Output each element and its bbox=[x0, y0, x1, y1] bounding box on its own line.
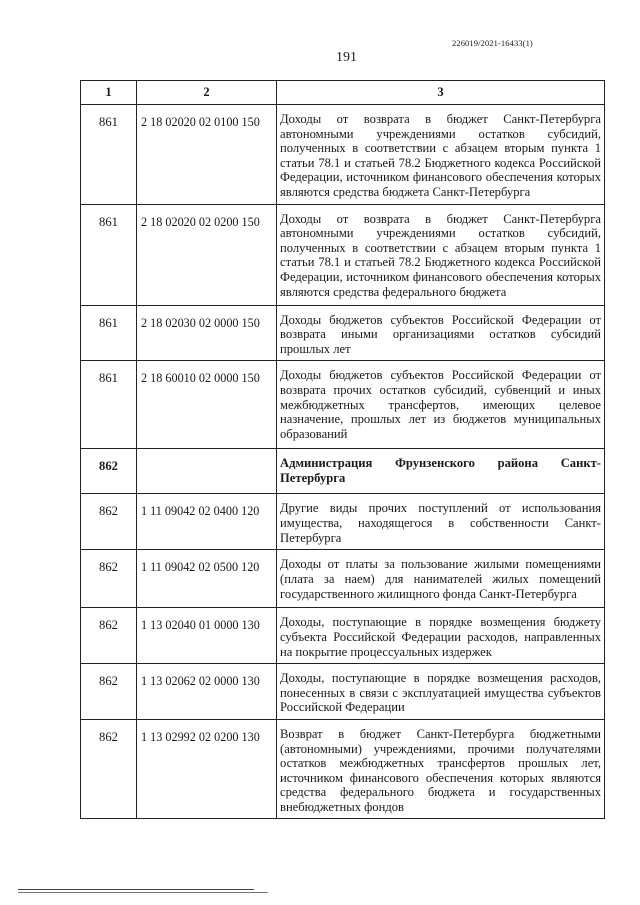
budget-code-cell: 2 18 02030 02 0000 150 bbox=[137, 305, 277, 361]
table-row bbox=[81, 105, 605, 205]
budget-code-cell: 1 13 02992 02 0200 130 bbox=[137, 719, 277, 819]
budget-code-cell: 1 13 02062 02 0000 130 bbox=[137, 664, 277, 720]
income-description-cell: Возврат в бюджет Санкт-Петербурга бюджетными (автономными) учреждениями, прочими получателями остатков межбюджетных трансфертов прошлых лет, источником финансового обеспечения которых являются средства федерального бюджета и государственных внебюджетных фондов bbox=[277, 719, 605, 819]
income-description-cell: Доходы, поступающие в порядке возмещения бюджету субъекта Российской Федерации расходов, направленных на покрытие процессуальных издержек bbox=[277, 608, 605, 664]
column-header-3: 3 bbox=[277, 81, 605, 105]
admin-code-cell: 861 bbox=[81, 305, 137, 361]
admin-code-cell: 861 bbox=[81, 105, 137, 205]
admin-code-cell: 862 bbox=[81, 449, 137, 494]
table-row bbox=[81, 494, 605, 550]
income-description-cell: Другие виды прочих поступлений от использования имущества, находящегося в собственности Санкт-Петербурга bbox=[277, 494, 605, 550]
column-header-2: 2 bbox=[137, 81, 277, 105]
table-row bbox=[81, 449, 605, 494]
income-description-cell: Доходы от возврата в бюджет Санкт-Петербурга автономными учреждениями остатков субсидий, полученных в соответствии с абзацем вторым пункта 1 статьи 78.1 и статьей 78.2 Бюджетного кодекса Российской Федерации, источником финансового обеспечения которых являются средства бюджета Санкт-Петербурга bbox=[277, 105, 605, 205]
budget-code-cell: 1 11 09042 02 0500 120 bbox=[137, 550, 277, 608]
income-description-cell: Доходы бюджетов субъектов Российской Федерации от возврата прочих остатков субсидий, субвенций и иных межбюджетных трансфертов, имеющих целевое назначение, прошлых лет из бюджетов муниципальных образований bbox=[277, 361, 605, 449]
footer-rule bbox=[18, 889, 254, 890]
budget-code-cell: 1 11 09042 02 0400 120 bbox=[137, 494, 277, 550]
admin-code-cell: 862 bbox=[81, 664, 137, 720]
budget-code-cell: 1 13 02040 01 0000 130 bbox=[137, 608, 277, 664]
income-description-cell: Администрация Фрунзенского района Санкт-Петербурга bbox=[277, 449, 605, 494]
income-description-cell: Доходы от возврата в бюджет Санкт-Петербурга автономными учреждениями остатков субсидий, полученных в соответствии с абзацем вторым пункта 1 статьи 78.1 и статьей 78.2 Бюджетного кодекса Российской Федерации, источником финансового обеспечения которых являются средства федерального бюджета bbox=[277, 204, 605, 305]
income-description-cell: Доходы от платы за пользование жилыми помещениями (плата за наем) для нанимателей жилых помещений государственного жилищного фонда Санкт-Петербурга bbox=[277, 550, 605, 608]
table-row bbox=[81, 719, 605, 819]
admin-code-cell: 862 bbox=[81, 608, 137, 664]
admin-code-cell: 861 bbox=[81, 361, 137, 449]
income-description-cell: Доходы, поступающие в порядке возмещения расходов, понесенных в связи с эксплуатацией имущества субъектов Российской Федерации bbox=[277, 664, 605, 720]
admin-code-cell: 862 bbox=[81, 719, 137, 819]
budget-code-cell bbox=[137, 449, 277, 494]
document-id: 226019/2021-16433(1) bbox=[452, 38, 533, 48]
table-row bbox=[81, 204, 605, 305]
budget-classification-table bbox=[80, 80, 605, 819]
admin-code-cell: 861 bbox=[81, 204, 137, 305]
table-row bbox=[81, 361, 605, 449]
footer-rule-secondary bbox=[18, 892, 268, 893]
column-header-1: 1 bbox=[81, 81, 137, 105]
income-description-cell: Доходы бюджетов субъектов Российской Федерации от возврата иными организациями остатков субсидий прошлых лет bbox=[277, 305, 605, 361]
admin-code-cell: 862 bbox=[81, 494, 137, 550]
page-number: 191 bbox=[336, 50, 357, 65]
table-header-row bbox=[81, 81, 605, 105]
admin-code-cell: 862 bbox=[81, 550, 137, 608]
table-row bbox=[81, 550, 605, 608]
table-row bbox=[81, 664, 605, 720]
table-row bbox=[81, 608, 605, 664]
budget-code-cell: 2 18 02020 02 0100 150 bbox=[137, 105, 277, 205]
table-row bbox=[81, 305, 605, 361]
budget-code-cell: 2 18 02020 02 0200 150 bbox=[137, 204, 277, 305]
budget-code-cell: 2 18 60010 02 0000 150 bbox=[137, 361, 277, 449]
